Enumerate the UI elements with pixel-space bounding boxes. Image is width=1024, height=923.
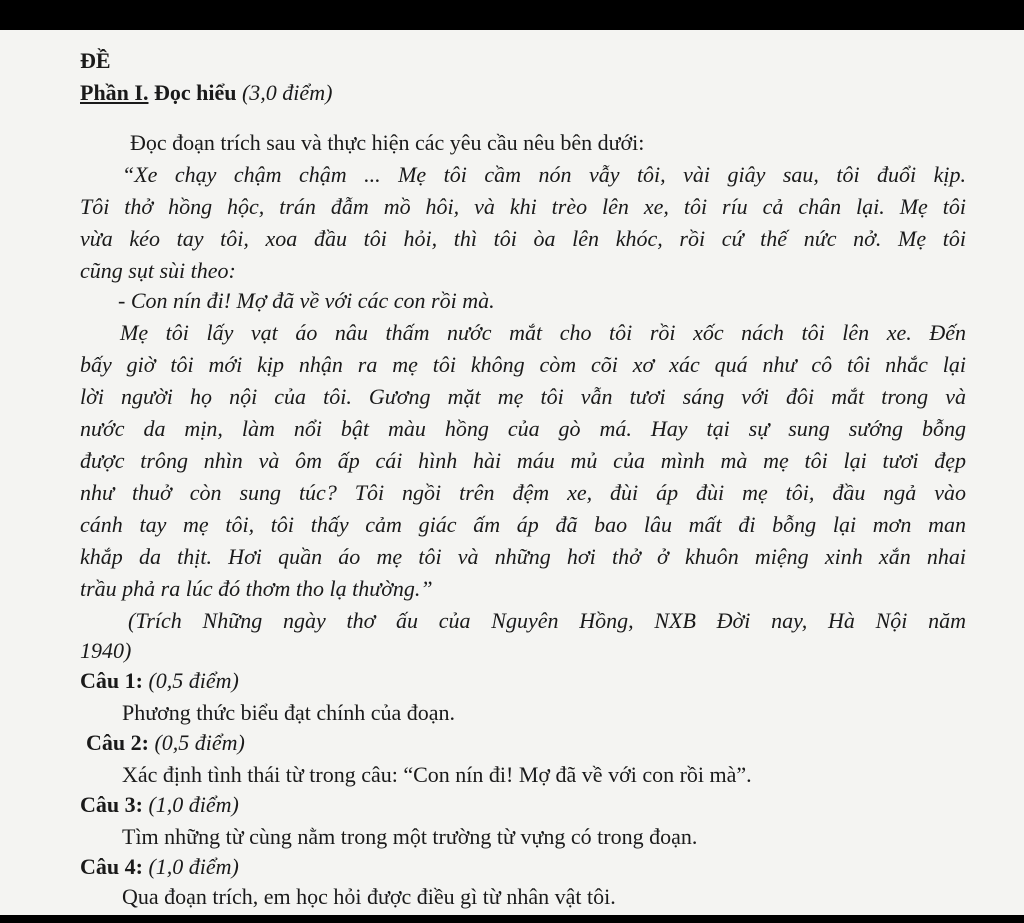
question-label: Câu 4:	[80, 854, 143, 879]
part1-subtitle: Đọc hiểu	[153, 80, 237, 105]
question-3-text: Tìm những từ cùng nằm trong một trường từ vựng có trong đoạn.	[122, 824, 698, 849]
passage-line: vừa kéo tay tôi, xoa đầu tôi hỏi, thì tôi òa lên khóc, rồi cứ thế nức nở. Mẹ tôi	[80, 226, 966, 251]
passage-source: (Trích Những ngày thơ ấu của Nguyên Hồng, NXB Đời nay, Hà Nội năm	[128, 608, 966, 633]
part1-title: Phần I.	[80, 80, 149, 105]
passage-line: lời người họ nội của tôi. Gương mặt mẹ tôi vẫn tươi sáng với đôi mắt trong và	[80, 384, 966, 409]
part1-header	[80, 78, 966, 108]
question-label: Câu 3:	[80, 792, 143, 817]
question-points: (0,5 điểm)	[154, 730, 245, 755]
question-2-header	[86, 728, 966, 758]
document-page	[0, 30, 1024, 915]
question-4-header	[80, 852, 966, 882]
instruction: Đọc đoạn trích sau và thực hiện các yêu cầu nêu bên dưới:	[130, 130, 645, 155]
question-points: (0,5 điểm)	[148, 668, 239, 693]
question-points: (1,0 điểm)	[148, 854, 239, 879]
passage-line: nước da mịn, làm nổi bật màu hồng của gò má. Hay tại sự sung sướng bỗng	[80, 416, 966, 441]
question-3-header	[80, 790, 966, 820]
passage-line: “Xe chạy chậm chậm ... Mẹ tôi cầm nón vẫy tôi, vài giây sau, tôi đuổi kịp.	[122, 162, 966, 187]
question-1-header	[80, 666, 966, 696]
question-1-text: Phương thức biểu đạt chính của đoạn.	[122, 700, 456, 725]
passage-line: như thuở còn sung túc? Tôi ngồi trên đệm xe, đùi áp đùi mẹ tôi, đầu ngả vào	[80, 480, 966, 505]
question-label: Câu 2:	[86, 730, 149, 755]
passage-line: cũng sụt sùi theo:	[80, 258, 236, 283]
bottom-border	[0, 915, 1024, 923]
passage-line: - Con nín đi! Mợ đã về với các con rồi mà.	[118, 288, 495, 313]
passage-source-year: 1940)	[80, 638, 132, 663]
passage-line: cánh tay mẹ tôi, tôi thấy cảm giác ấm áp đã bao lâu mất đi bỗng lại mơn man	[80, 512, 966, 537]
question-points: (1,0 điểm)	[148, 792, 239, 817]
question-2-text: Xác định tình thái từ trong câu: “Con nín đi! Mợ đã về với con rồi mà”.	[122, 762, 752, 787]
question-4-text: Qua đoạn trích, em học hỏi được điều gì từ nhân vật tôi.	[122, 884, 616, 909]
question-label: Câu 1:	[80, 668, 143, 693]
part1-points: (3,0 điểm)	[241, 80, 333, 105]
exam-heading: ĐỀ	[80, 48, 111, 73]
passage-line: trầu phả ra lúc đó thơm tho lạ thường.”	[80, 576, 433, 601]
passage-line: khắp da thịt. Hơi quần áo mẹ tôi và những hơi thở ở khuôn miệng xinh xắn nhai	[80, 544, 966, 569]
passage-line: Mẹ tôi lấy vạt áo nâu thấm nước mắt cho tôi rồi xốc nách tôi lên xe. Đến	[120, 320, 966, 345]
passage-line: bấy giờ tôi mới kịp nhận ra mẹ tôi không còm cõi xơ xác quá như cô tôi nhắc lại	[80, 352, 966, 377]
passage-line: Tôi thở hồng hộc, trán đẫm mồ hôi, và khi trèo lên xe, tôi ríu cả chân lại. Mẹ tôi	[80, 194, 966, 219]
passage-line: được trông nhìn và ôm ấp cái hình hài máu mủ của mình mà mẹ tôi lại tươi đẹp	[80, 448, 966, 473]
